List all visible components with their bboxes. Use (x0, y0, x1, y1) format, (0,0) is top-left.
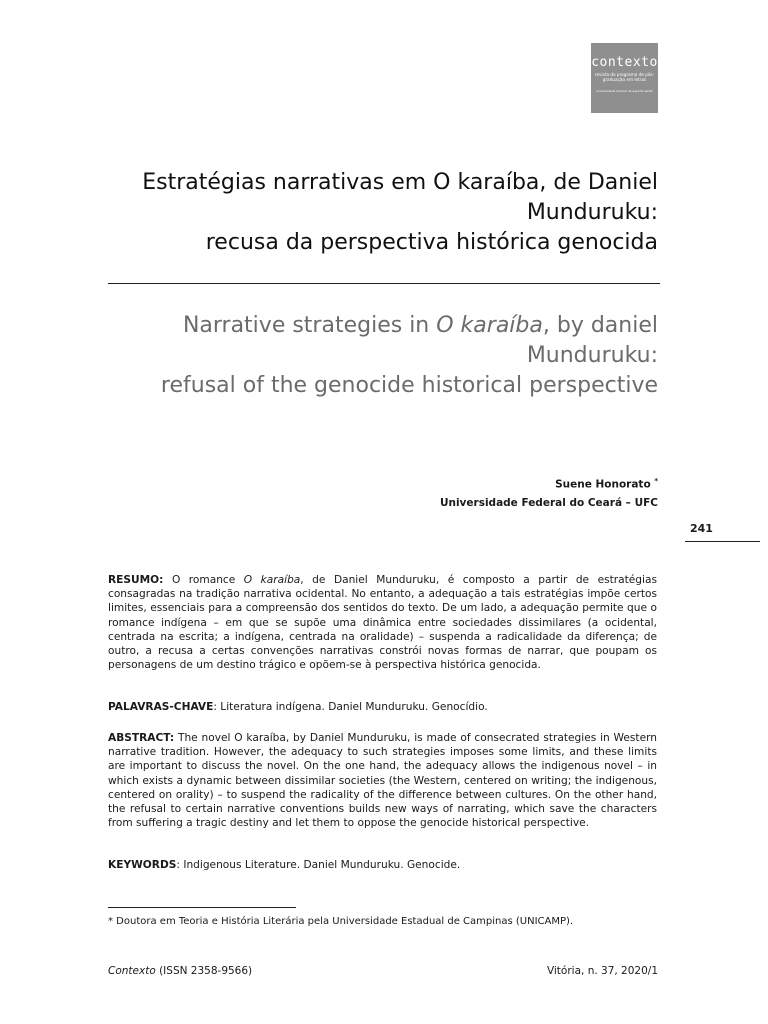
logo-subtitle: revista do programa de pós-graduação em letras (594, 72, 655, 82)
title-en-line2: Munduruku: (526, 343, 658, 368)
keywords (108, 858, 657, 872)
author-affiliation: Universidade Federal do Ceará – UFC (439, 496, 658, 509)
resumo-pre: O romance (163, 574, 244, 586)
title-en-line1-post: , by daniel (542, 313, 658, 338)
title-portuguese (98, 168, 658, 258)
title-divider (108, 283, 660, 284)
abstract-text: The novel O karaíba, by Daniel Munduruku, is made of consecrated strategies in Western narrative tradition. However, the adequacy to such strategies imposes some limits, and these limits are important to discuss the novel. On the one hand, the adequacy allows the indigenous novel – in which exists a dynamic between dissimilar societies (the Western, centered on writing; the indigenous, centered on orality) – to suspend the radicality of the difference between cultures. On the other hand, the refusal to certain narrative conventions builds new ways of narrating, which save the characters from suffering a tragic destiny and let them to oppose the genocide historical perspective. (108, 732, 657, 830)
page-number: 241 (690, 522, 713, 535)
keywords-text: : Indigenous Literature. Daniel Munduruku. Genocide. (176, 859, 461, 871)
footnote-rule (108, 907, 296, 908)
footer-issue: Vitória, n. 37, 2020/1 (546, 965, 658, 977)
journal-logo (591, 43, 658, 113)
resumo-paragraph (108, 573, 657, 672)
footer-journal: Contexto (108, 965, 156, 977)
resumo-em: O karaíba (243, 574, 301, 586)
resumo-text: , de Daniel Munduruku, é composto a partir de estratégias consagradas na tradição narrativa ocidental. No entanto, a adequação a tais estratégias impõe certos limites, essenciais para a compreensão dos sentidos do texto. De um lado, a adequação permite que o romance indígena – em que se supõe uma dinâmica entre sociedades dissimilares (a ocidental, centrada na escrita; a indígena, centrada na oralidade) – suspenda a radicalidade da diferença; de outro, a recusa a certas convenções narrativas constrói novas formas de narrar, que poupam os personagens de um destino trágico e opõem-se à perspectiva histórica genocida. (108, 574, 657, 672)
author-block (440, 472, 658, 512)
title-pt-line1: Estratégias narrativas em O karaíba, de Daniel (142, 170, 658, 195)
footer-citation (108, 965, 252, 977)
title-en-line3: refusal of the genocide historical perspective (160, 373, 658, 398)
keywords-label: KEYWORDS (108, 859, 177, 871)
palavras-label: PALAVRAS-CHAVE (108, 701, 214, 713)
resumo-label: RESUMO: (108, 574, 164, 586)
title-en-line1-pre: Narrative strategies in (182, 313, 437, 338)
title-en-line1 (78, 311, 658, 341)
logo-footer: universidade federal do espírito santo (595, 89, 654, 93)
abstract-paragraph (108, 731, 657, 830)
title-pt-line3: recusa da perspectiva histórica genocida (205, 230, 658, 255)
footnote: * Doutora em Teoria e História Literária pela Universidade Estadual de Campinas (UNICAMP). (108, 916, 574, 927)
page-number-rule (685, 541, 760, 542)
palavras-text: : Literatura indígena. Daniel Munduruku. Genocídio. (213, 701, 488, 713)
author-footnote-mark[interactable]: * (654, 477, 658, 485)
title-english (78, 311, 658, 401)
logo-wordmark: contexto (591, 55, 658, 70)
title-en-line1-em: O karaíba (436, 313, 543, 338)
title-pt-line2: Munduruku: (526, 200, 658, 225)
author-name: Suene Honorato (555, 478, 651, 491)
author-line (440, 472, 658, 494)
footer-issn: (ISSN 2358-9566) (155, 965, 253, 977)
palavras-chave (108, 700, 657, 714)
abstract-label: ABSTRACT: (108, 732, 175, 744)
